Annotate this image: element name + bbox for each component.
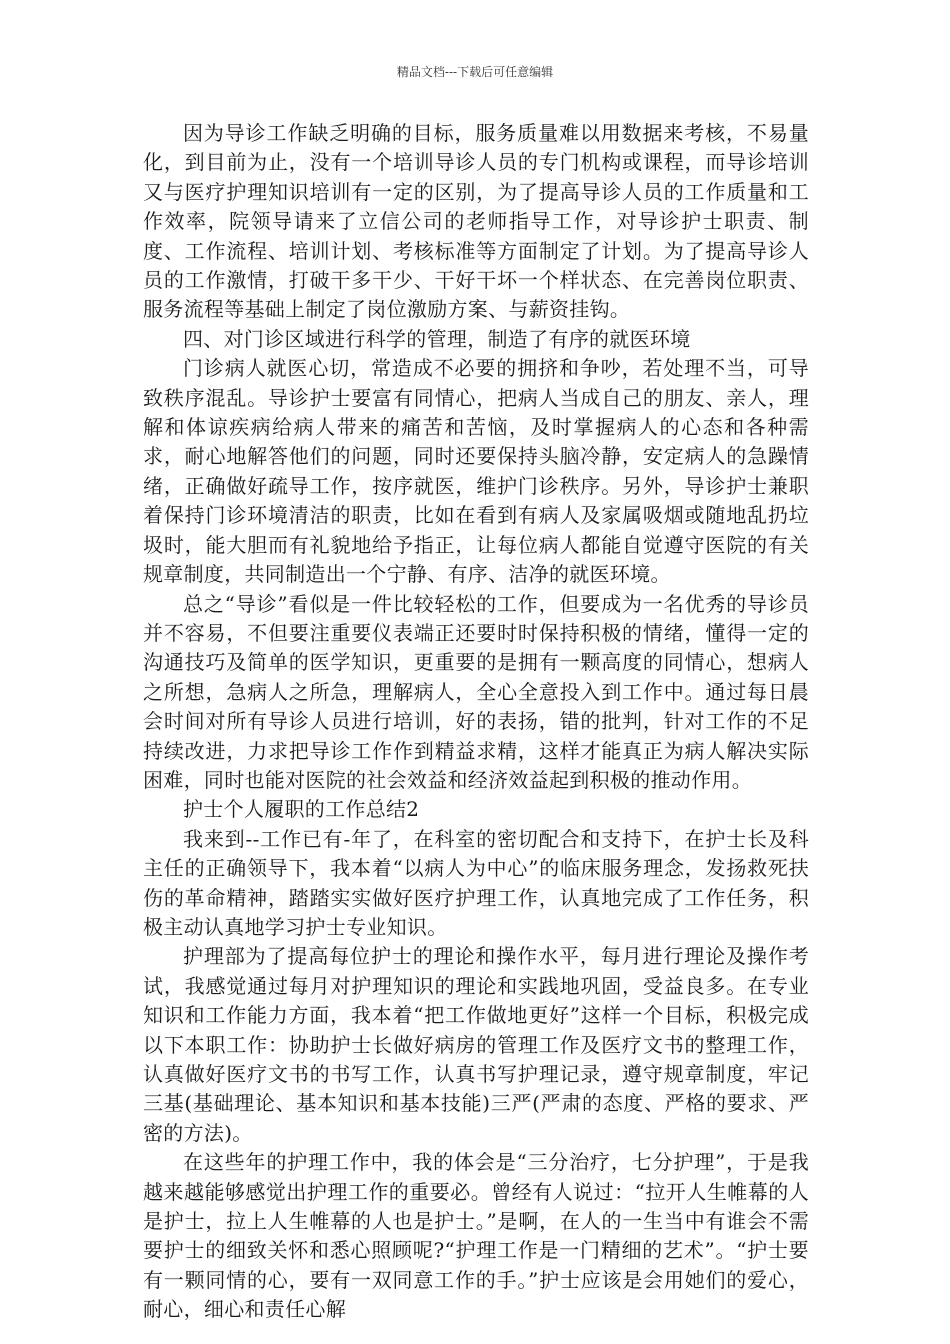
paragraph-intro: 我来到--工作已有-年了，在科室的密切配合和支持下，在护士长及科主任的正确领导下，我本着“以病人为中心”的临床服务理念，发扬救死扶伤的革命精神，踏踏实实做好医疗护理工作，认真地完成了工作任务，积极主动认真地学习护士专业知识。	[143, 826, 809, 939]
section-title-summary-2: 护士个人履职的工作总结2	[183, 797, 420, 822]
paragraph-nursing-department: 护理部为了提高每位护士的理论和操作水平，每月进行理论及操作考试，我感觉通过每月对护理知识的理论和实践地巩固，受益良多。在专业知识和工作能力方面，我本着“把工作做地更好”这样一个目标，积极完成以下本职工作：协助护士长做好病房的管理工作及医疗文书的整理工作，认真做好医疗文书的书写工作，认真书写护理记录，遵守规章制度，牢记三基(基础理论、基本知识和基本技能)三严(严肃的态度、严格的要求、严密的方法)。	[143, 944, 809, 1145]
paragraph-experience: 在这些年的护理工作中，我的体会是“三分治疗，七分护理”，于是我越来越能够感觉出护理工作的重要必。曾经有人说过：“拉开人生帷幕的人是护士，拉上人生帷幕的人也是护士。”是啊，在人的一生当中有谁会不需要护士的细致关怀和悉心照顾呢?“护理工作是一门精细的艺术”。“护士要有一颗同情的心，要有一双同意工作的手。”护士应该是会用她们的爱心，耐心，细心和责任心解	[143, 1150, 809, 1322]
paragraph-training: 因为导诊工作缺乏明确的目标，服务质量难以用数据来考核，不易量化，到目前为止，没有一个培训导诊人员的专门机构或课程，而导诊培训又与医疗护理知识培训有一定的区别，为了提高导诊人员的工作质量和工作效率，院领导请来了立信公司的老师指导工作，对导诊护士职责、制度、工作流程、培训计划、考核标准等方面制定了计划。为了提高导诊人员的工作激情，打破干多干少、干好干坏一个样状态、在完善岗位职责、服务流程等基础上制定了岗位激励方案、与薪资挂钩。	[143, 121, 809, 322]
paragraph-outpatient-order: 门诊病人就医心切，常造成不必要的拥挤和争吵，若处理不当，可导致秩序混乱。导诊护士要富有同情心，把病人当成自己的朋友、亲人，理解和体谅疾病给病人带来的痛苦和苦恼，及时掌握病人的心态和各种需求，耐心地解答他们的问题，同时还要保持头脑冷静，安定病人的急躁情绪，正确做好疏导工作，按序就医，维护门诊秩序。另外，导诊护士兼职着保持门诊环境清洁的职责，比如在看到有病人及家属吸烟或随地乱扔垃圾时，能大胆而有礼貌地给予指正，让每位病人都能自觉遵守医院的有关规章制度，共同制造出一个宁静、有序、洁净的就医环境。	[143, 356, 809, 587]
paragraph-conclusion: 总之“导诊”看似是一件比较轻松的工作，但要成为一名优秀的导诊员并不容易，不但要注重要仪表端正还要时时保持积极的情绪，懂得一定的沟通技巧及简单的医学知识，更重要的是拥有一颗高度的同情心，想病人之所想，急病人之所急，理解病人，全心全意投入到工作中。通过每日晨会时间对所有导诊人员进行培训，好的表扬，错的批判，针对工作的不足持续改进，力求把导诊工作作到精益求精，这样才能真正为病人解决实际困难，同时也能对医院的社会效益和经济效益起到积极的推动作用。	[143, 591, 809, 792]
document-body	[143, 119, 809, 1325]
page-header: 精品文档---下载后可任意编辑	[396, 65, 554, 79]
section-heading-four: 四、对门诊区域进行科学的管理，制造了有序的就医环境	[183, 326, 691, 351]
